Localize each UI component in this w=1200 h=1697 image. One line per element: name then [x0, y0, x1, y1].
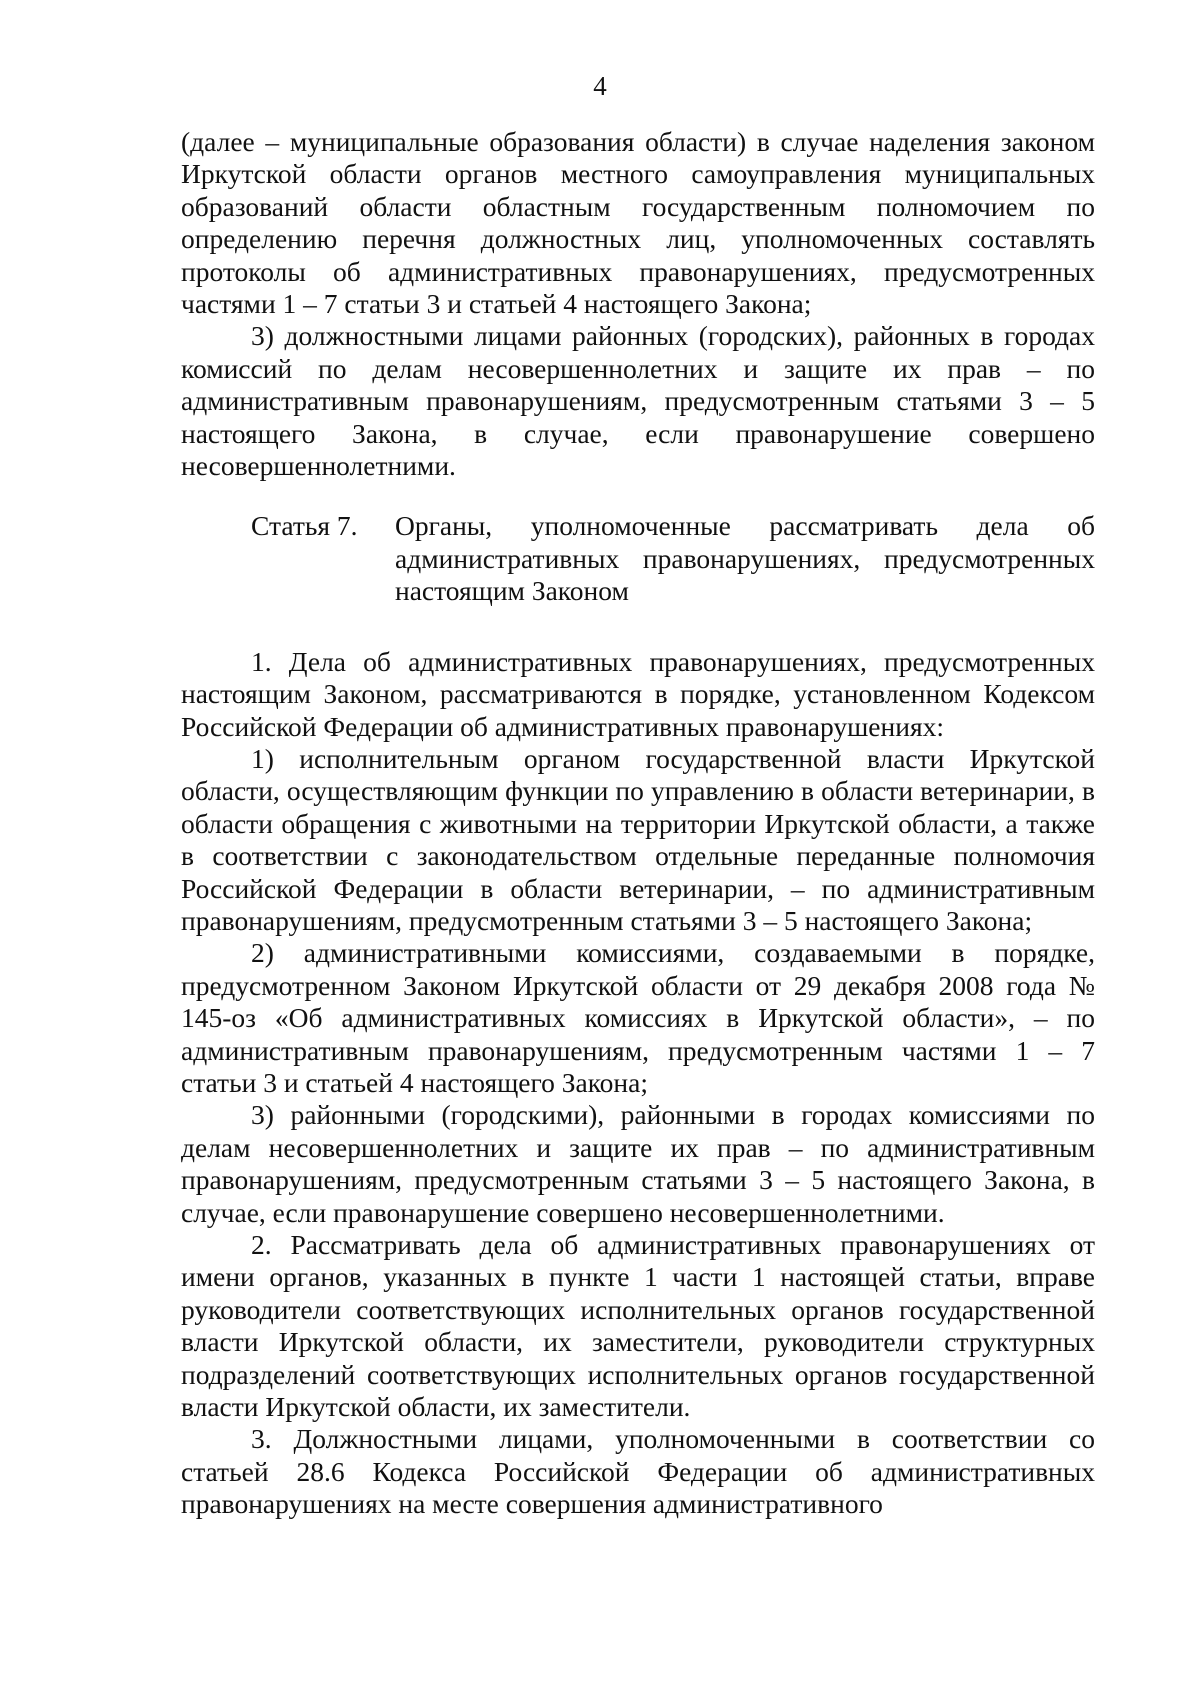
article-number: Статья 7. — [251, 510, 358, 542]
paragraph-part-1-item-3: 3) районными (городскими), районными в городах комиссиями по делам несовершеннолетних и защите их прав – по административным правонарушениям, предусмотренным статьями 3 – 5 настоящего Закона, в случае, если правонарушение совершено несовершеннолетними. — [181, 1099, 1095, 1228]
article-title: Органы, уполномоченные рассматривать дела об административных правонарушениях, предусмотренных настоящим Законом — [395, 510, 1095, 607]
paragraph-item-3: 3) должностными лицами районных (городских), районных в городах комиссий по делам несовершеннолетних и защите их прав – по административным правонарушениям, предусмотренным статьями 3 – 5 настоящего Закона, в случае, если правонарушение совершено несовершеннолетними. — [181, 320, 1095, 482]
page-number: 4 — [593, 71, 607, 101]
paragraph-part-2: 2. Рассматривать дела об административных правонарушениях от имени органов, указанных в пункте 1 части 1 настоящей статьи, вправе руководители соответствующих исполнительных органов государственной власти Иркутской области, их заместители, руководители структурных подразделений соответствующих исполнительных органов государственной власти Иркутской области, их заместители. — [181, 1229, 1095, 1423]
paragraph-part-1-item-1: 1) исполнительным органом государственной власти Иркутской области, осуществляющим функции по управлению в области ветеринарии, в области обращения с животными на территории Иркутской области, а также в соответствии с законодательством отдельные переданные полномочия Российской Федерации в области ветеринарии, – по административным правонарушениям, предусмотренным статьями 3 – 5 настоящего Закона; — [181, 742, 1095, 936]
document-body — [181, 126, 1095, 1521]
paragraph-part-3: 3. Должностными лицами, уполномоченными в соответствии со статьей 28.6 Кодекса Российской Федерации об административных правонарушениях на месте совершения административного — [181, 1423, 1095, 1520]
article-heading — [181, 510, 1095, 607]
paragraph-part-1-item-2: 2) административными комиссиями, создаваемыми в порядке, предусмотренном Законом Иркутской области от 29 декабря 2008 года № 145-оз «Об административных комиссиях в Иркутской области», – по административным правонарушениям, предусмотренным частями 1 – 7 статьи 3 и статьей 4 настоящего Закона; — [181, 937, 1095, 1098]
paragraph-part-1: 1. Дела об административных правонарушениях, предусмотренных настоящим Законом, рассматриваются в порядке, установленном Кодексом Российской Федерации об административных правонарушениях: — [181, 645, 1095, 742]
paragraph-continuation: (далее – муниципальные образования области) в случае наделения законом Иркутской области органов местного самоуправления муниципальных образований области областным государственным полномочием по определению перечня должностных лиц, уполномоченных составлять протоколы об административных правонарушениях, предусмотренных частями 1 – 7 статьи 3 и статьей 4 настоящего Закона; — [181, 126, 1095, 320]
